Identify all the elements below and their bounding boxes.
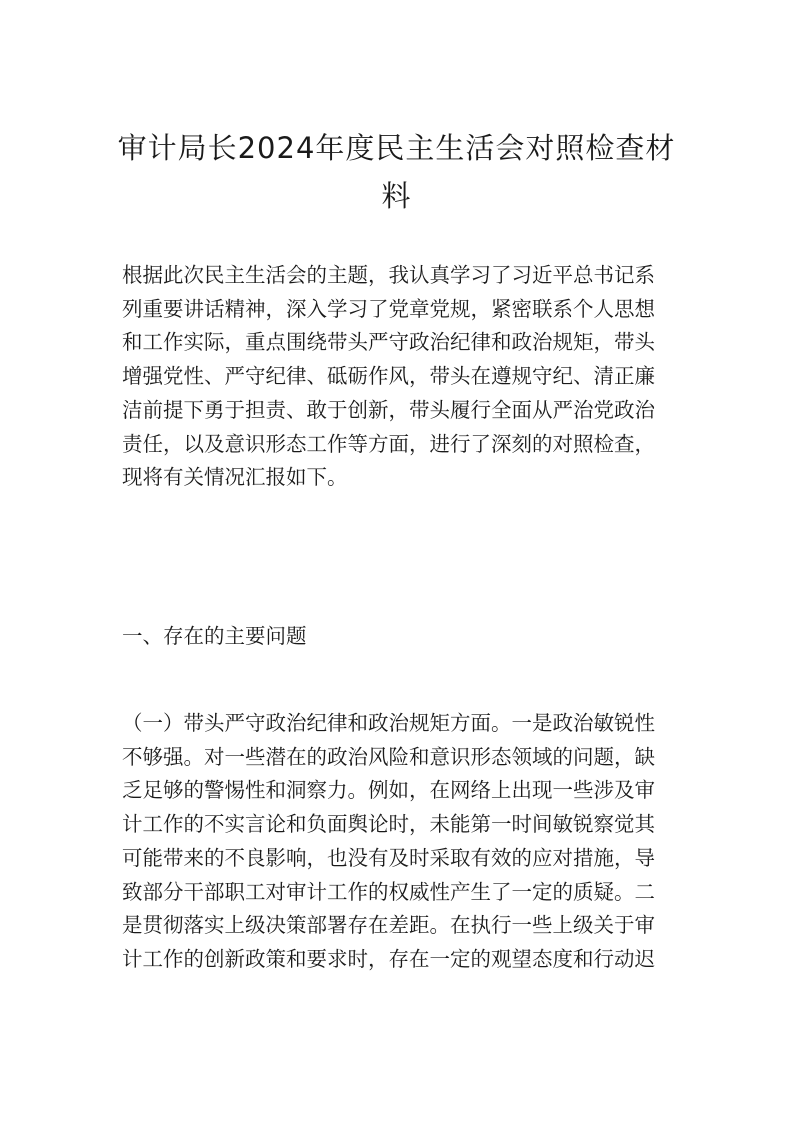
intro-line: 责任，以及意识形态工作等方面，进行了深刻的对照检查， bbox=[122, 431, 655, 456]
section-1-line: 计工作的不实言论和负面舆论时，未能第一时间敏锐察觉其 bbox=[122, 812, 655, 837]
title-line-2: 料 bbox=[381, 179, 412, 213]
intro-line: 增强党性、严守纪律、砥砺作风，带头在遵规守纪、清正廉 bbox=[122, 364, 655, 389]
section-heading-text: 一、存在的主要问题 bbox=[122, 624, 307, 648]
section-1-line: 致部分干部职工对审计工作的权威性产生了一定的质疑。二 bbox=[122, 879, 655, 904]
section-heading bbox=[122, 620, 674, 654]
section-1-line: 不够强。对一些潜在的政治风险和意识形态领域的问题，缺 bbox=[122, 744, 655, 769]
intro-line: 现将有关情况汇报如下。 bbox=[122, 465, 348, 490]
title-line-1: 审计局长2024年度民主生活会对照检查材 bbox=[117, 131, 676, 165]
section-1-line: 可能带来的不良影响，也没有及时采取有效的应对措施，导 bbox=[122, 845, 655, 870]
intro-line: 洁前提下勇于担责、敢于创新，带头履行全面从严治党政治 bbox=[122, 397, 655, 422]
intro-line: 和工作实际，重点围绕带头严守政治纪律和政治规矩，带头 bbox=[122, 330, 655, 355]
section-1-line: 乏足够的警惕性和洞察力。例如，在网络上出现一些涉及审 bbox=[122, 778, 655, 803]
section-1-line: 计工作的创新政策和要求时，存在一定的观望态度和行动迟 bbox=[122, 946, 655, 971]
section-1-line: （一）带头严守政治纪律和政治规矩方面。一是政治敏锐性 bbox=[122, 711, 655, 735]
document-title bbox=[110, 124, 683, 220]
intro-paragraph bbox=[122, 259, 674, 495]
section-1-line: 是贯彻落实上级决策部署存在差距。在执行一些上级关于审 bbox=[122, 913, 655, 938]
intro-line: 根据此次民主生活会的主题，我认真学习了习近平总书记系 bbox=[122, 263, 655, 287]
section-1-paragraph bbox=[122, 707, 674, 977]
intro-line: 列重要讲话精神，深入学习了党章党规，紧密联系个人思想 bbox=[122, 296, 655, 321]
